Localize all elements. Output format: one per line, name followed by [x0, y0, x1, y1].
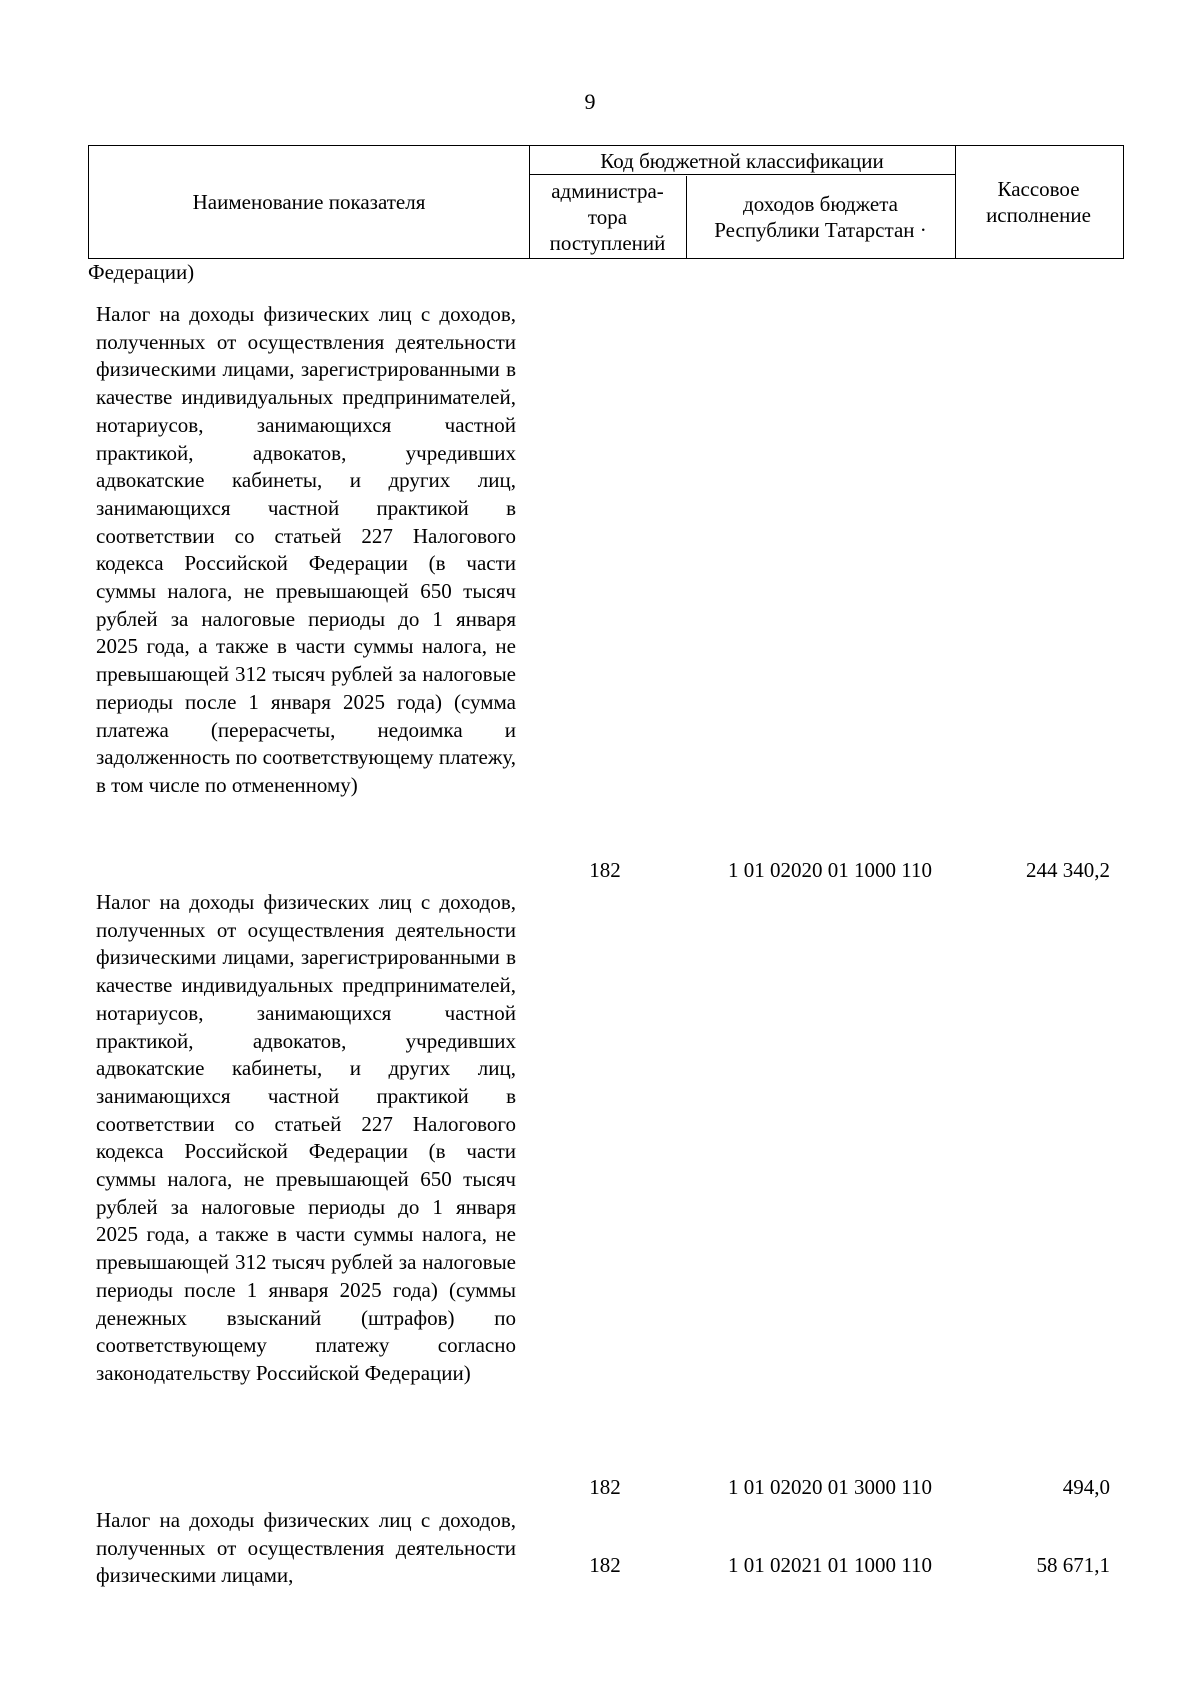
row-admin-code: 182: [589, 1553, 621, 1577]
row-amount: 494,0: [1062, 1475, 1110, 1499]
column-header-name: Наименование показателя: [192, 189, 426, 214]
column-header-income: доходов бюджета Республики Татарстан ·: [714, 192, 927, 242]
row-name: Налог на доходы физических лиц с доходов, полученных от осуществления деятельности физическими лицами, зарегистрированными в качестве индивидуальных предпринимателей, нотариусов, занимающихся частной практикой, адвокатов, учредивших адвокатские кабинеты, и других лиц, занимающихся частной практикой в соответствии со статьей 227 Налогового кодекса Российской Федерации (в части суммы налога, не превышающей 650 тысяч рублей за налоговые периоды до 1 января 2025 года, а также в части суммы налога, не превышающей 312 тысяч рублей за налоговые периоды после 1 января 2025 года) (суммы денежных взысканий (штрафов) по соответствующему платежу согласно законодательству Российской Федерации): [96, 890, 516, 1385]
row-budget-code: 1 01 02020 01 1000 110: [728, 858, 932, 882]
row-name: Налог на доходы физических лиц с доходов, полученных от осуществления деятельности физическими лицами, зарегистрированными в качестве индивидуальных предпринимателей, нотариусов, занимающихся частной практикой, адвокатов, учредивших адвокатские кабинеты, и других лиц, занимающихся частной практикой в соответствии со статьей 227 Налогового кодекса Российской Федерации (в части суммы налога, не превышающей 650 тысяч рублей за налоговые периоды до 1 января 2025 года, а также в части суммы налога, не превышающей 312 тысяч рублей за налоговые периоды после 1 января 2025 года) (сумма платежа (перерасчеты, недоимка и задолженность по соответствующему платежу, в том числе по отмененному): [96, 302, 516, 797]
table-header: [88, 145, 1124, 259]
row-amount: 244 340,2: [1026, 858, 1110, 882]
row-admin-code: 182: [589, 1475, 621, 1499]
page-number: 9: [584, 89, 596, 114]
row-admin-code: 182: [589, 858, 621, 882]
row-budget-code: 1 01 02020 01 3000 110: [728, 1475, 932, 1499]
row-name: Налог на доходы физических лиц с доходов, полученных от осуществления деятельности физическими лицами,: [96, 1508, 516, 1588]
column-header-execution: Кассовое исполнение: [986, 177, 1091, 227]
carry-over-text: Федерации): [88, 260, 195, 284]
column-header-admin: администра- тора поступлений: [549, 179, 666, 255]
column-header-code-group: Код бюджетной классификации: [600, 148, 884, 173]
row-budget-code: 1 01 02021 01 1000 110: [728, 1553, 932, 1577]
row-amount: 58 671,1: [1036, 1553, 1110, 1577]
